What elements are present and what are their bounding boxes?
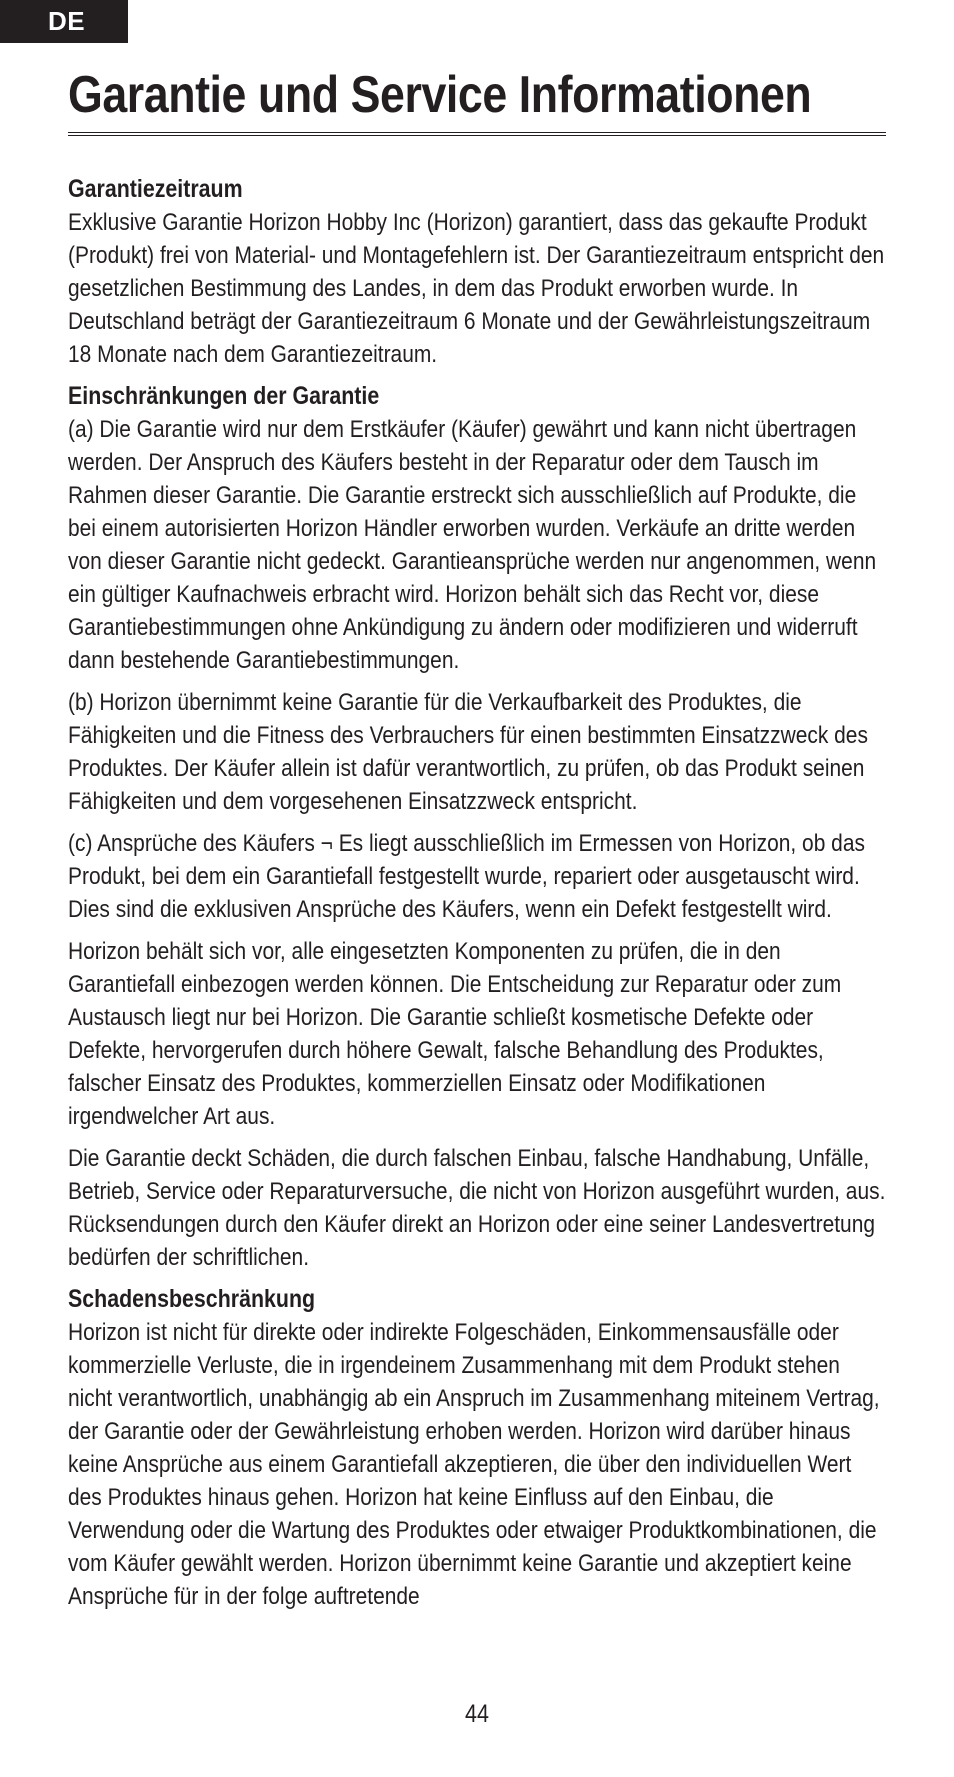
section-einschraenkungen — [68, 380, 887, 1274]
section-heading: Einschränkungen der Garantie — [68, 382, 380, 410]
paragraph: Horizon behält sich vor, alle eingesetzten Komponenten zu prüfen, die in den Garantiefall einbezogen werden können. Die Entscheidung zur Reparatur oder zum Austausch liegt nur bei Horizon. Die Garantie schließt kosmetische Defekte oder Defekte, hervorgerufen durch höhere Gewalt, falsche Behandlung des Produktes, falscher Einsatz des Produktes, kommerziellen Einsatz oder Modifikationen irgendwelcher Art aus. — [68, 938, 842, 1130]
paragraph: (c) Ansprüche des Käufers ¬ Es liegt ausschließlich im Ermessen von Horizon, ob das Produkt, bei dem ein Garantiefall festgestellt wurde, repariert oder ausgetauscht wird. Dies sind die exklusiven Ansprüche des Käufers, wenn ein Defekt festgestellt wird. — [68, 830, 865, 923]
document-body — [68, 173, 887, 1622]
paragraph: (b) Horizon übernimmt keine Garantie für die Verkaufbarkeit des Produktes, die Fähigkeiten und die Fitness des Verbrauchers für einen bestimmten Einsatzzweck des Produktes. Der Käufer allein ist dafür verantwortlich, zu prüfen, ob das Produkt seinen Fähigkeiten und dem vorgesehenen Einsatzzweck entspricht. — [68, 689, 868, 815]
title-divider — [68, 132, 886, 136]
language-tab: DE — [0, 0, 128, 43]
page-title: Garantie und Service Informationen — [68, 66, 812, 124]
paragraph: Die Garantie deckt Schäden, die durch falschen Einbau, falsche Handhabung, Unfälle, Betrieb, Service oder Reparaturversuche, die nicht von Horizon ausgeführt wurden, aus. Rücksendungen durch den Käufer direkt an Horizon oder eine seiner Landesvertretung bedürfen der schriftlichen. — [68, 1145, 886, 1271]
paragraph: Horizon ist nicht für direkte oder indirekte Folgeschäden, Einkommensausfälle oder kommerzielle Verluste, die in irgendeinem Zusammenhang mit dem Produkt stehen nicht verantwortlich, unabhängig ab ein Anspruch im Zusammenhang miteinem Vertrag, der Garantie oder der Gewährleistung erhoben werden. Horizon wird darüber hinaus keine Ansprüche aus einem Garantiefall akzeptieren, die über den individuellen Wert des Produktes hinaus gehen. Horizon hat keine Einfluss auf den Einbau, die Verwendung oder die Wartung des Produktes oder etwaiger Produktkombinationen, die vom Käufer gewählt werden. Horizon übernimmt keine Garantie und akzeptiert keine Ansprüche für in der folge auftretende — [68, 1319, 880, 1610]
paragraph: Exklusive Garantie Horizon Hobby Inc (Horizon) garantiert, dass das gekaufte Produkt (Produkt) frei von Material- und Montagefehlern ist. Der Garantiezeitraum entspricht den gesetzlichen Bestimmung des Landes, in dem das Produkt erworben wurde. In Deutschland beträgt der Garantiezeitraum 6 Monate und der Gewährleistungszeitraum 18 Monate nach dem Garantiezeitraum. — [68, 209, 885, 368]
section-heading: Schadensbeschränkung — [68, 1285, 316, 1313]
page-number: 44 — [465, 1700, 489, 1728]
section-schadensbeschraenkung — [68, 1283, 887, 1613]
paragraph: (a) Die Garantie wird nur dem Erstkäufer (Käufer) gewährt und kann nicht übertragen werden. Der Anspruch des Käufers besteht in der Reparatur oder dem Tausch im Rahmen dieser Garantie. Die Garantie erstreckt sich ausschließlich auf Produkte, die bei einem autorisierten Horizon Händler erworben wurden. Verkäufe an dritte werden von dieser Garantie nicht gedeckt. Garantieansprüche werden nur angenommen, wenn ein gültiger Kaufnachweis erbracht wird. Horizon behält sich das Recht vor, diese Garantiebestimmungen ohne Ankündigung zu ändern oder modifizieren und widerruft dann bestehende Garantiebestimmungen. — [68, 416, 877, 674]
section-garantiezeitraum — [68, 173, 887, 371]
section-heading: Garantiezeitraum — [68, 175, 243, 203]
